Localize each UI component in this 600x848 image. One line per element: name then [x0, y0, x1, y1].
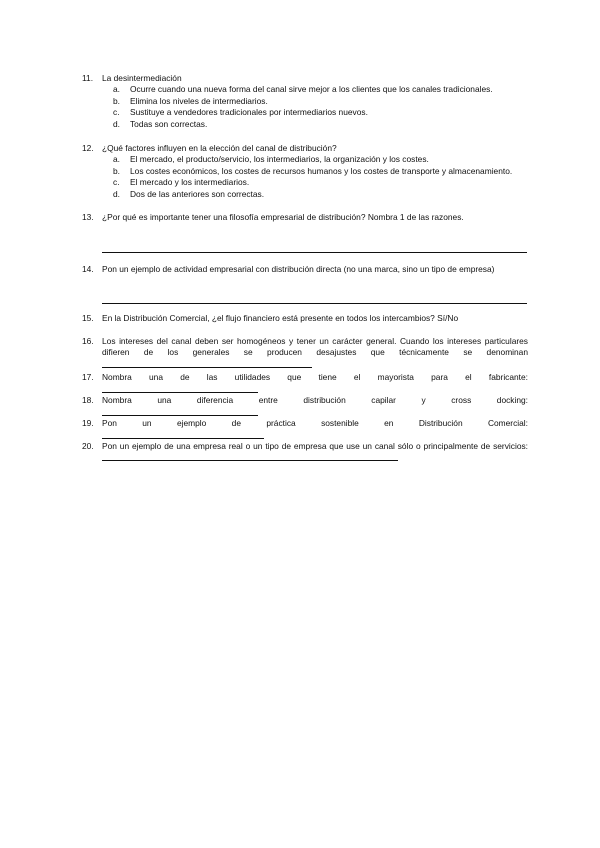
- question-15: [82, 313, 528, 324]
- option-d: d. Todas son correctas.: [113, 118, 208, 129]
- answer-line-16[interactable]: [102, 359, 312, 368]
- question-number: 15.: [82, 313, 94, 323]
- options-list: [102, 154, 528, 200]
- option-c: c. El mercado y los intermediarios.: [113, 177, 250, 188]
- question-number: 16.: [82, 336, 94, 346]
- question-text: En la Distribución Comercial, ¿el flujo financiero está presente en todos los intercambios? Sí/No: [102, 313, 459, 323]
- answer-line-17[interactable]: [102, 392, 258, 393]
- question-text: ¿Por qué es importante tener una filosofía empresarial de distribución? Nombra 1 de las razones.: [102, 212, 464, 222]
- option-d: d. Dos de las anteriores son correctas.: [113, 188, 265, 199]
- question-20: [82, 441, 528, 465]
- option-c: c. Sustituye a vendedores tradicionales por intermediarios nuevos.: [113, 107, 368, 118]
- question-text: ¿Qué factores influyen en la elección del canal de distribución?: [102, 143, 337, 153]
- answer-line-14[interactable]: [102, 303, 527, 304]
- question-number: 14.: [82, 264, 94, 274]
- question-12: [82, 143, 528, 200]
- question-19: [82, 418, 528, 429]
- answer-line-20[interactable]: [102, 452, 398, 461]
- option-a: a. Ocurre cuando una nueva forma del canal sirve mejor a los clientes que los canales tradicionales.: [113, 84, 493, 95]
- question-number: 19.: [82, 418, 94, 428]
- answer-line-13[interactable]: [102, 252, 527, 253]
- question-17: [82, 372, 528, 383]
- option-b: b. Elimina los niveles de intermediarios.: [113, 95, 268, 106]
- question-number: 20.: [82, 441, 94, 451]
- question-11: [82, 73, 528, 130]
- question-text: Nombra una diferencia entre distribución capilar y cross docking:: [102, 395, 528, 405]
- question-text: Pon un ejemplo de una empresa real o un tipo de empresa que use un canal sólo o principalmente de servicios:: [102, 441, 528, 465]
- question-number: 13.: [82, 212, 94, 222]
- answer-line-18[interactable]: [102, 415, 258, 416]
- question-number: 12.: [82, 143, 94, 153]
- question-text: La desintermediación: [102, 73, 182, 83]
- question-number: 11.: [82, 73, 94, 83]
- option-b: b. Los costes económicos, los costes de recursos humanos y los costes de transporte y almacenamiento.: [113, 165, 513, 176]
- question-16: [82, 336, 528, 371]
- question-number: 17.: [82, 372, 94, 382]
- question-text: Nombra una de las utilidades que tiene el mayorista para el fabricante:: [102, 372, 528, 382]
- question-text: Los intereses del canal deben ser homogéneos y tener un carácter general. Cuando los intereses particulares difieren de los generales se producen desajustes que técnicamente se denominan: [102, 336, 528, 371]
- question-14: [82, 264, 528, 275]
- option-a: a. El mercado, el producto/servicio, los intermediarios, la organización y los costes.: [113, 154, 429, 165]
- question-text: Pon un ejemplo de práctica sostenible en Distribución Comercial:: [102, 418, 528, 428]
- question-text: Pon un ejemplo de actividad empresarial con distribución directa (no una marca, sino un tipo de empresa): [102, 264, 495, 274]
- answer-line-19[interactable]: [102, 438, 264, 439]
- question-18: [82, 395, 528, 406]
- question-13: [82, 212, 528, 223]
- options-list: [102, 84, 528, 130]
- question-number: 18.: [82, 395, 94, 405]
